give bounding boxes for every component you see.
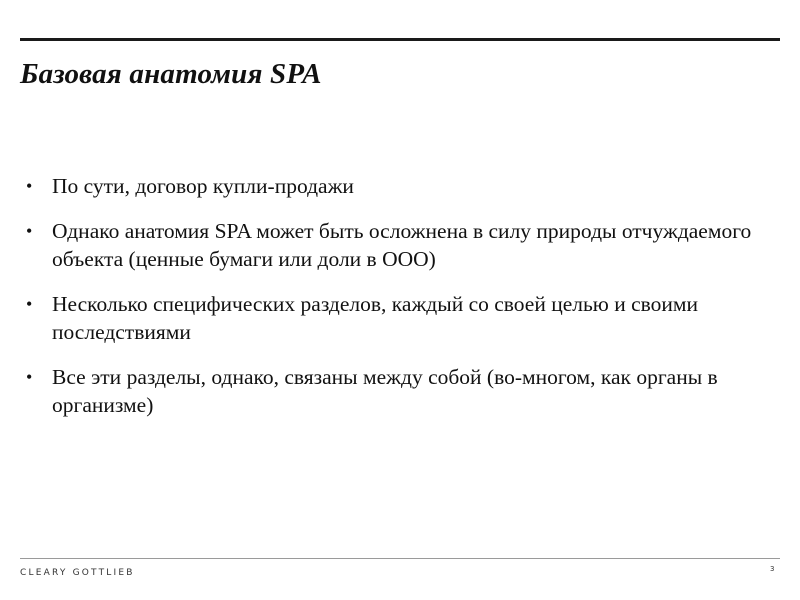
company-logo-text: CLEARY GOTTLIEB	[20, 568, 135, 578]
bullet-marker: •	[26, 294, 33, 314]
bullet-item	[20, 290, 780, 346]
title-divider	[20, 38, 780, 41]
bullet-marker: •	[26, 176, 33, 196]
bullet-marker: •	[26, 221, 33, 241]
bullet-text: По сути, договор купли-продажи	[52, 174, 354, 198]
bullet-text: Однако анатомия SPA может быть осложнена в силу природы отчуждаемого объекта (ценные бумаги или доли в ООО)	[52, 219, 752, 271]
bullet-text: Несколько специфических разделов, каждый со своей целью и своими последствиями	[52, 292, 699, 344]
bullet-list	[20, 172, 780, 436]
slide-title: Базовая анатомия SPA	[20, 58, 322, 90]
bullet-item	[20, 217, 780, 273]
bullet-item	[20, 363, 780, 419]
bullet-text: Все эти разделы, однако, связаны между собой (во-многом, как органы в организме)	[52, 365, 718, 417]
page-number: 3	[770, 565, 775, 573]
bullet-item	[20, 172, 780, 200]
footer-divider	[20, 558, 780, 559]
bullet-marker: •	[26, 367, 33, 387]
